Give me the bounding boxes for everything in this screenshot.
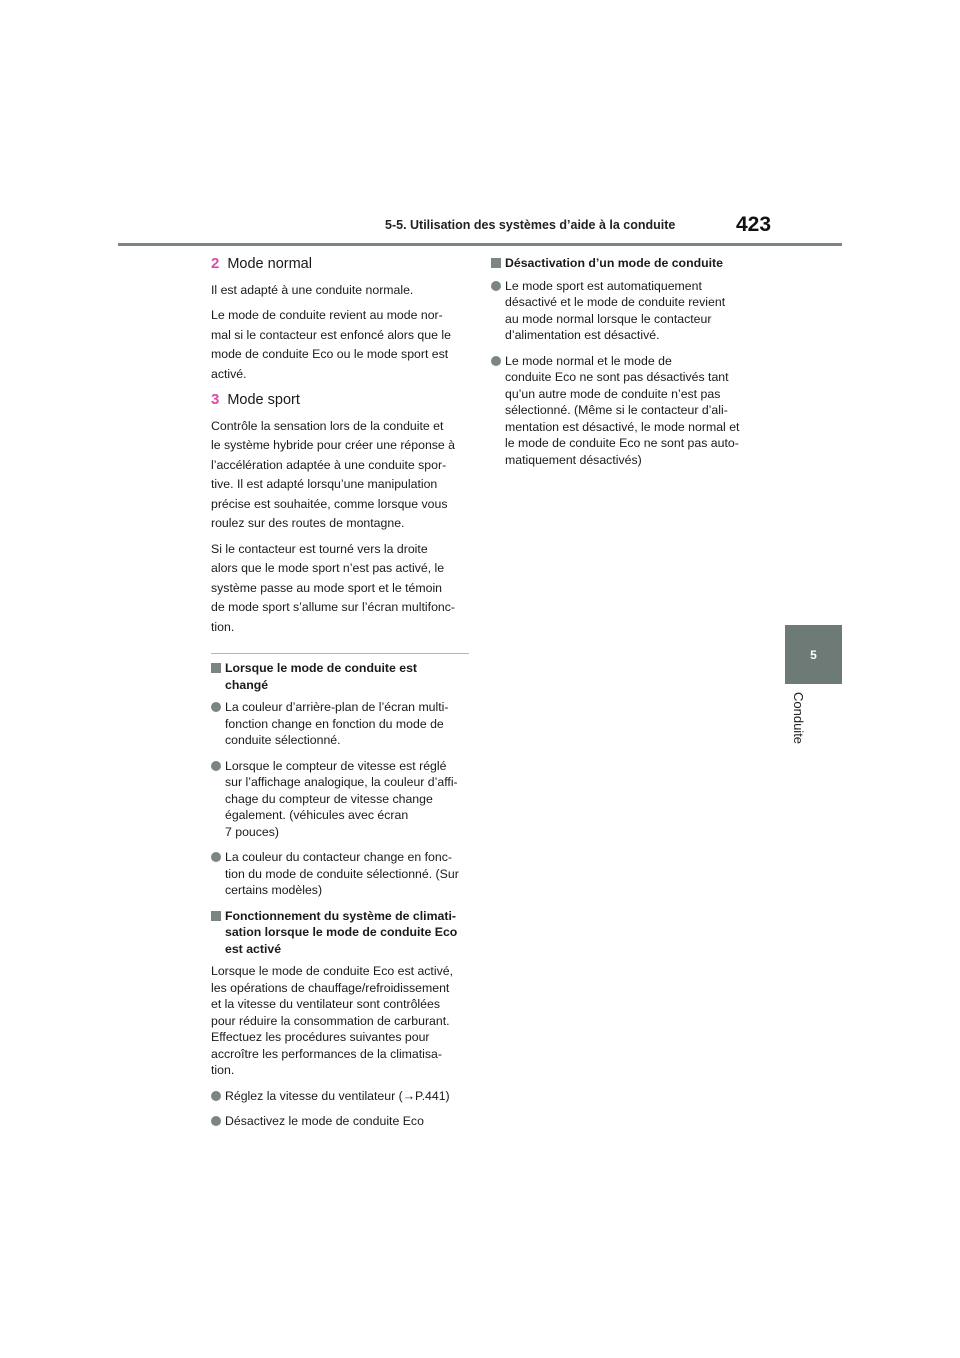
left-column [211,252,469,1139]
list-item-text: Lorsque le compteur de vitesse est réglé sur l’affichage analogique, la couleur d’affi- chage du compteur de vitesse change également. (véhicules avec écran 7 pouces) [225,758,458,839]
square-bullet-icon [491,258,501,268]
paragraph: Si le contacteur est tourné vers la droite alors que le mode sport n’est pas activé, le système passe au mode sport et le témoin de mode sport s’allume sur l’écran multifonc- tion. [211,541,455,634]
section-title: 5-5. Utilisation des systèmes d’aide à la conduite [385,218,676,232]
square-bullet-icon [211,663,221,673]
subsection-heading [211,660,469,693]
list-item [211,1088,469,1105]
list-item [211,849,469,899]
list-item-text: La couleur d’arrière-plan de l’écran multi- fonction change en fonction du mode de conduite sélectionné. [225,700,449,747]
subsection-heading-text: Désactivation d’un mode de conduite [505,256,723,270]
section-divider [211,653,469,654]
list-item-text: Désactivez le mode de conduite Eco [225,1114,424,1128]
chapter-label: Conduite [791,692,806,745]
paragraph: Contrôle la sensation lors de la conduite et le système hybride pour créer une réponse à l’accélération adaptée à une conduite spor- tive. Il est adapté lorsqu’une manipulation précise est souhaitée, comme lorsque vous roulez sur des routes de montagne. [211,418,456,530]
circle-bullet-icon [491,356,501,366]
square-bullet-icon [211,911,221,921]
circle-bullet-icon [211,1091,221,1101]
chapter-number: 5 [810,647,817,662]
subsection-heading [491,255,759,272]
list-item-text: La couleur du contacteur change en fonc- tion du mode de conduite sélectionné. (Sur certains modèles) [225,850,459,897]
header-rule [118,243,842,246]
circle-bullet-icon [211,761,221,771]
step-number: 3 [211,391,220,408]
subsection-heading [211,908,469,958]
list-item [211,1113,469,1130]
list-item-text: Le mode sport est automatiquement désactivé et le mode de conduite revient au mode normal lorsque le contacteur d’alimentation est désactivé. [505,278,726,342]
circle-bullet-icon [491,281,501,291]
step-3-heading [211,390,469,411]
page-number: 423 [736,213,772,236]
circle-bullet-icon [211,702,221,712]
subsection-heading-text: Fonctionnement du système de climati- sation lorsque le mode de conduite Eco est activé [225,908,458,956]
paragraph: Il est adapté à une conduite normale. [211,282,414,297]
chapter-tab[interactable] [785,625,842,684]
list-item [211,758,469,841]
list-item [491,353,759,469]
paragraph: Lorsque le mode de conduite Eco est activé, les opérations de chauffage/refroidissement et la vitesse du ventilateur sont contrôlées pour réduire la consommation de carburant. Effectuez les procédures suivantes pour accroître les performances de la climatisa- tion. [211,964,453,1077]
step-2-heading [211,254,469,275]
list-item [491,278,759,344]
circle-bullet-icon [211,852,221,862]
list-item-text[interactable]: Réglez la vitesse du ventilateur (→P.441) [225,1088,450,1103]
circle-bullet-icon [211,1116,221,1126]
list-item-text: Le mode normal et le mode de conduite Eco ne sont pas désactivés tant qu’un autre mode de conduite n’est pas sélectionné. (Même si le contacteur d’ali- mentation est désactivé, le mode normal et le mode de conduite Eco ne sont pas auto- matiquement désactivés) [505,353,740,467]
step-title: Mode normal [227,256,312,272]
step-number: 2 [211,255,220,272]
step-title: Mode sport [227,392,300,408]
paragraph: Le mode de conduite revient au mode nor- mal si le contacteur est enfoncé alors que le mode de conduite Eco ou le mode sport est activé. [211,308,451,381]
right-column [491,252,759,477]
subsection-heading-text: Lorsque le mode de conduite est changé [225,661,418,692]
list-item [211,699,469,749]
